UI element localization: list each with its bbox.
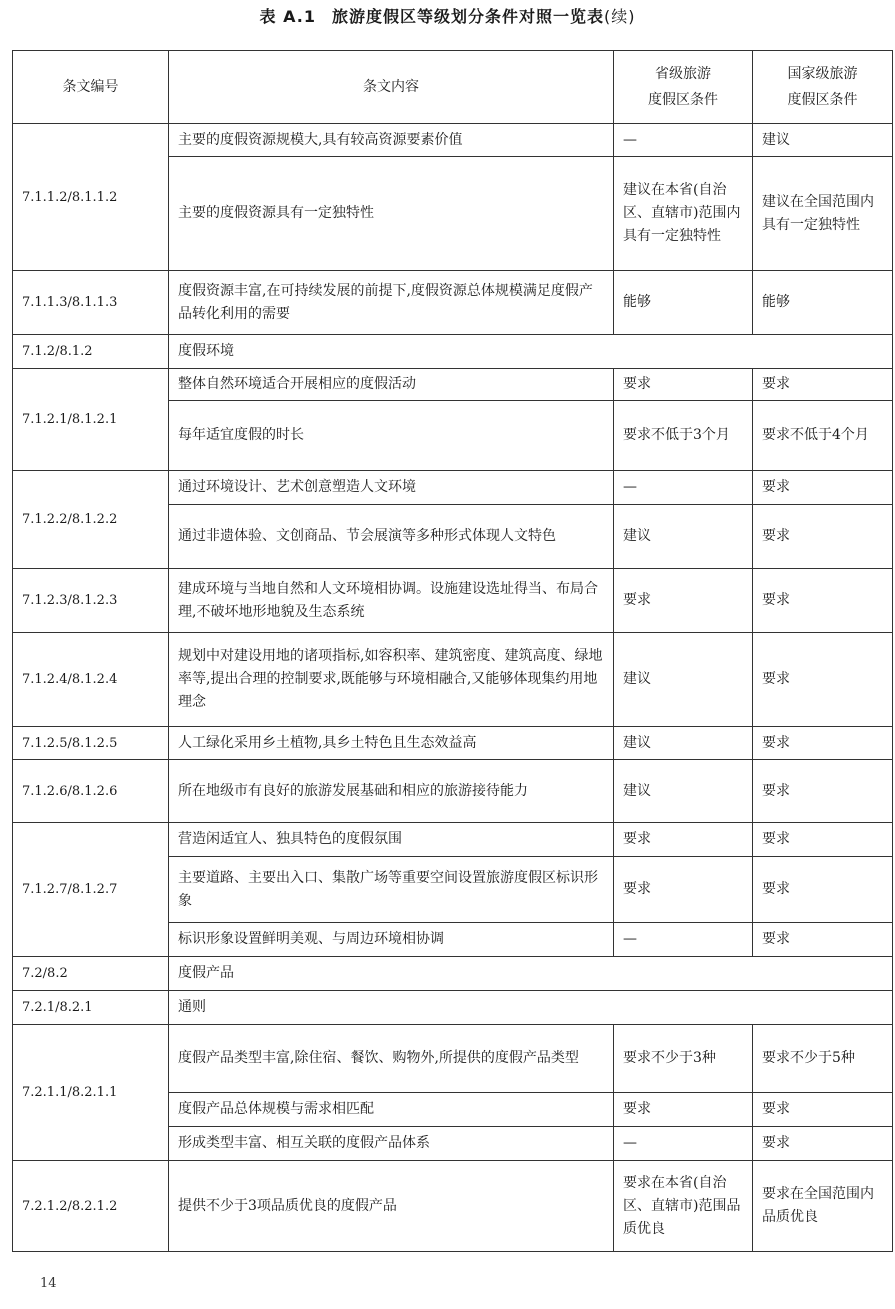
clause-content: 通过环境设计、艺术创意塑造人文环境	[169, 471, 614, 505]
clause-content: 标识形象设置鲜明美观、与周边环境相协调	[169, 923, 614, 957]
clause-content: 提供不少于3项品质优良的度假产品	[169, 1161, 614, 1252]
table-row	[13, 471, 893, 505]
provincial-condition: 建议	[614, 760, 753, 823]
section-title: 度假产品	[169, 957, 893, 991]
header-content: 条文内容	[169, 51, 614, 124]
section-row	[13, 335, 893, 369]
clause-code: 7.1.1.2/8.1.1.2	[13, 124, 169, 271]
national-condition: 要求	[753, 633, 893, 727]
provincial-condition: 要求	[614, 1093, 753, 1127]
table-title	[0, 4, 895, 27]
clause-code: 7.1.2.4/8.1.2.4	[13, 633, 169, 727]
clause-code: 7.1.2.2/8.1.2.2	[13, 471, 169, 569]
header-provincial: 省级旅游 度假区条件	[614, 51, 753, 124]
national-condition: 能够	[753, 271, 893, 335]
clause-code: 7.1.2/8.1.2	[13, 335, 169, 369]
table-row	[13, 1161, 893, 1252]
clause-code: 7.1.1.3/8.1.1.3	[13, 271, 169, 335]
table-label: 表 A.1	[259, 7, 316, 26]
clause-content: 通过非遗体验、文创商品、节会展演等多种形式体现人文特色	[169, 505, 614, 569]
clause-code: 7.1.2.5/8.1.2.5	[13, 727, 169, 760]
clause-content: 建成环境与当地自然和人文环境相协调。设施建设选址得当、布局合理,不破坏地形地貌及生态系统	[169, 569, 614, 633]
national-condition: 要求	[753, 823, 893, 857]
provincial-condition: 建议	[614, 505, 753, 569]
table-row	[13, 727, 893, 760]
national-condition: 要求	[753, 1127, 893, 1161]
provincial-condition: 要求不低于3个月	[614, 401, 753, 471]
national-condition: 要求	[753, 471, 893, 505]
provincial-condition: 要求	[614, 369, 753, 401]
table-caption-suffix: (续)	[603, 7, 636, 26]
national-condition: 要求	[753, 369, 893, 401]
provincial-condition: 建议	[614, 727, 753, 760]
national-condition: 要求	[753, 569, 893, 633]
table-row	[13, 369, 893, 401]
national-condition: 要求	[753, 760, 893, 823]
clause-content: 主要的度假资源具有一定独特性	[169, 157, 614, 271]
national-condition: 要求不少于5种	[753, 1025, 893, 1093]
clause-content: 整体自然环境适合开展相应的度假活动	[169, 369, 614, 401]
section-row	[13, 991, 893, 1025]
provincial-condition: 建议	[614, 633, 753, 727]
provincial-condition: 要求不少于3种	[614, 1025, 753, 1093]
table-row	[13, 823, 893, 857]
national-condition: 要求	[753, 727, 893, 760]
clause-content: 形成类型丰富、相互关联的度假产品体系	[169, 1127, 614, 1161]
criteria-table	[12, 50, 893, 1252]
clause-content: 主要道路、主要出入口、集散广场等重要空间设置旅游度假区标识形象	[169, 857, 614, 923]
clause-code: 7.2/8.2	[13, 957, 169, 991]
national-condition: 建议在全国范围内具有一定独特性	[753, 157, 893, 271]
table-row	[13, 124, 893, 157]
clause-code: 7.1.2.7/8.1.2.7	[13, 823, 169, 957]
clause-code: 7.2.1/8.2.1	[13, 991, 169, 1025]
clause-content: 度假资源丰富,在可持续发展的前提下,度假资源总体规模满足度假产品转化利用的需要	[169, 271, 614, 335]
clause-content: 每年适宜度假的时长	[169, 401, 614, 471]
national-condition: 要求不低于4个月	[753, 401, 893, 471]
clause-content: 主要的度假资源规模大,具有较高资源要素价值	[169, 124, 614, 157]
section-title: 度假环境	[169, 335, 893, 369]
national-condition: 要求	[753, 923, 893, 957]
provincial-condition: 要求	[614, 857, 753, 923]
clause-code: 7.2.1.1/8.2.1.1	[13, 1025, 169, 1161]
clause-content: 度假产品总体规模与需求相匹配	[169, 1093, 614, 1127]
clause-code: 7.1.2.6/8.1.2.6	[13, 760, 169, 823]
provincial-condition: 建议在本省(自治区、直辖市)范围内具有一定独特性	[614, 157, 753, 271]
table-caption: 旅游度假区等级划分条件对照一览表	[331, 7, 604, 26]
page-number: 14	[40, 1276, 57, 1291]
clause-code: 7.2.1.2/8.2.1.2	[13, 1161, 169, 1252]
clause-content: 度假产品类型丰富,除住宿、餐饮、购物外,所提供的度假产品类型	[169, 1025, 614, 1093]
clause-code: 7.1.2.1/8.1.2.1	[13, 369, 169, 471]
clause-content: 所在地级市有良好的旅游发展基础和相应的旅游接待能力	[169, 760, 614, 823]
clause-content: 人工绿化采用乡土植物,具乡土特色且生态效益高	[169, 727, 614, 760]
table-row	[13, 760, 893, 823]
table-row	[13, 1025, 893, 1093]
header-national: 国家级旅游 度假区条件	[753, 51, 893, 124]
national-condition: 建议	[753, 124, 893, 157]
provincial-condition: 要求在本省(自治区、直辖市)范围品质优良	[614, 1161, 753, 1252]
section-row	[13, 957, 893, 991]
clause-content: 规划中对建设用地的诸项指标,如容积率、建筑密度、建筑高度、绿地率等,提出合理的控制要求,既能够与环境相融合,又能够体现集约用地理念	[169, 633, 614, 727]
national-condition: 要求	[753, 505, 893, 569]
table-header-row	[13, 51, 893, 124]
provincial-condition: —	[614, 124, 753, 157]
provincial-condition: 要求	[614, 823, 753, 857]
clause-content: 营造闲适宜人、独具特色的度假氛围	[169, 823, 614, 857]
national-condition: 要求在全国范围内品质优良	[753, 1161, 893, 1252]
national-condition: 要求	[753, 1093, 893, 1127]
national-condition: 要求	[753, 857, 893, 923]
table-row	[13, 271, 893, 335]
header-code: 条文编号	[13, 51, 169, 124]
provincial-condition: 要求	[614, 569, 753, 633]
provincial-condition: —	[614, 471, 753, 505]
section-title: 通则	[169, 991, 893, 1025]
provincial-condition: 能够	[614, 271, 753, 335]
clause-code: 7.1.2.3/8.1.2.3	[13, 569, 169, 633]
table-row	[13, 569, 893, 633]
provincial-condition: —	[614, 923, 753, 957]
provincial-condition: —	[614, 1127, 753, 1161]
table-row	[13, 633, 893, 727]
